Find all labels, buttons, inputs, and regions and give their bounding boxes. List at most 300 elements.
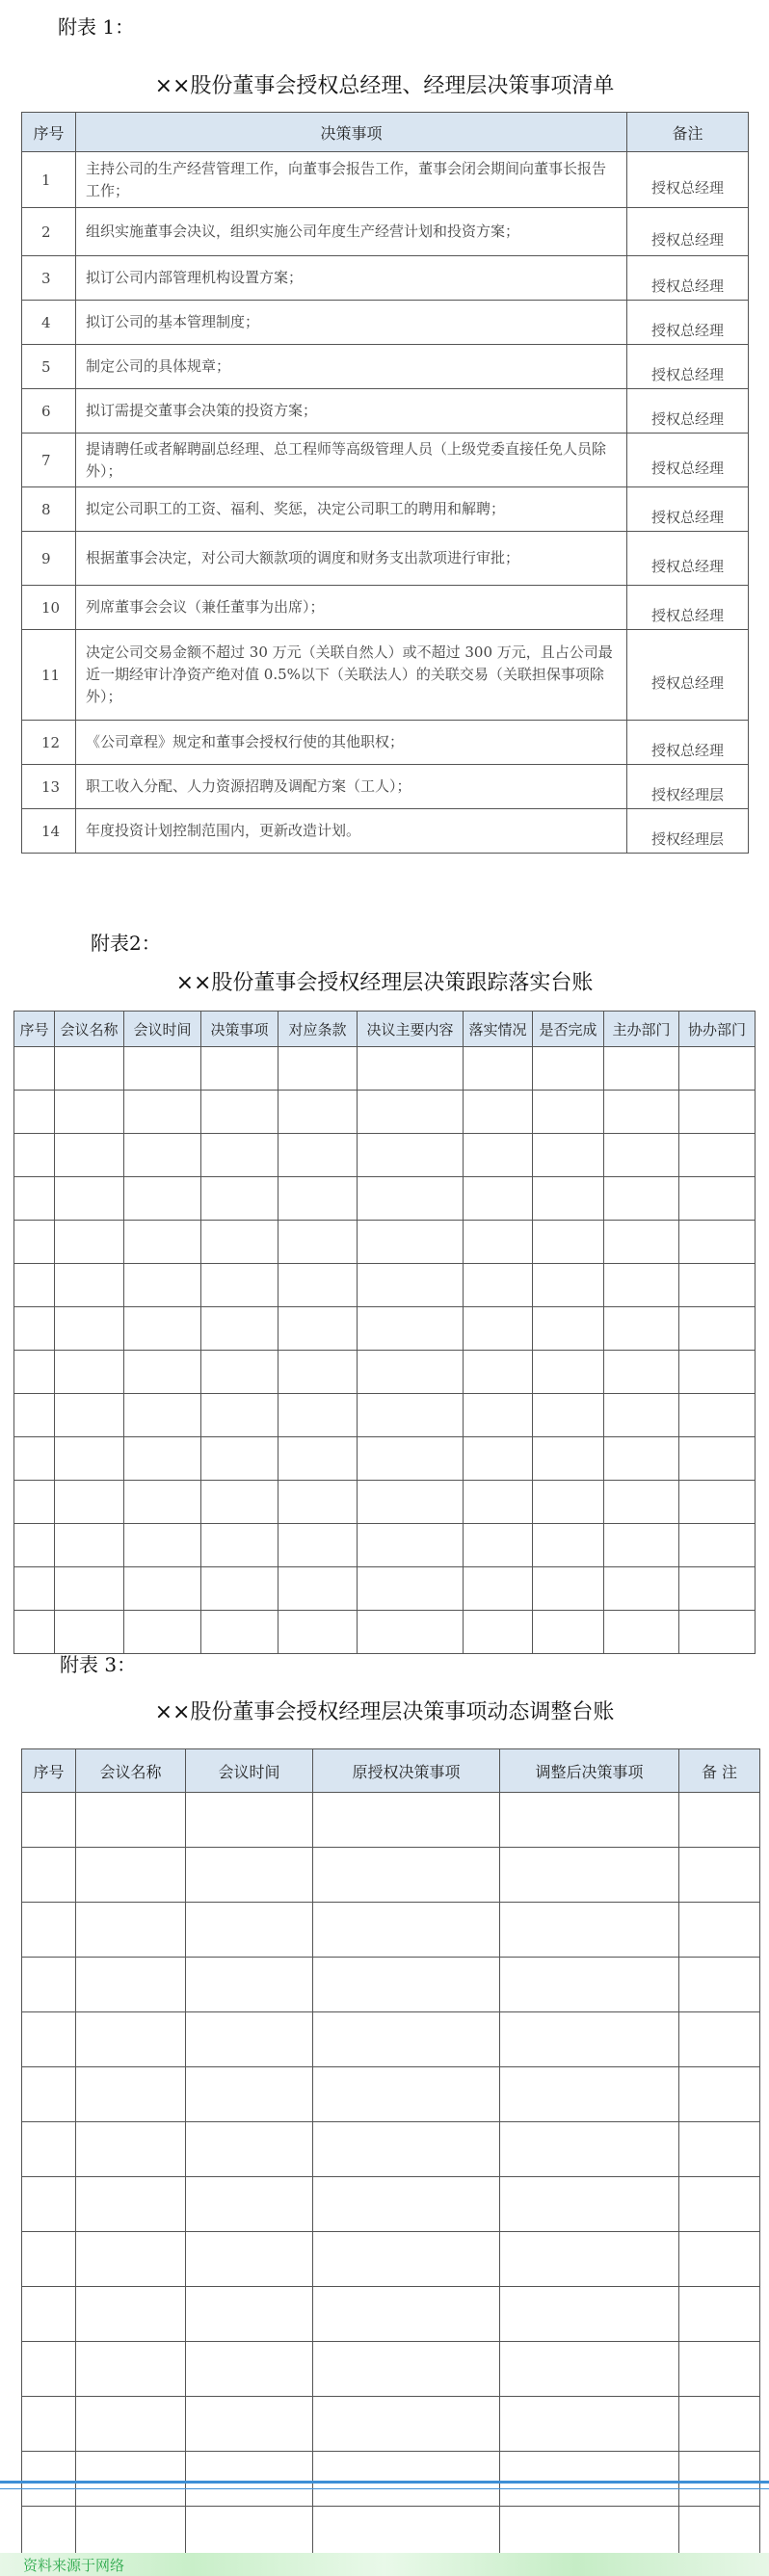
row-number: 13 — [22, 765, 76, 809]
empty-cell — [464, 1611, 533, 1654]
adjustment-ledger-table — [21, 1748, 760, 2562]
column-header: 会议时间 — [124, 1012, 201, 1047]
row-number: 10 — [22, 586, 76, 630]
empty-cell — [186, 2397, 313, 2452]
empty-cell — [679, 1567, 756, 1611]
empty-cell — [22, 1903, 76, 1958]
empty-cell — [313, 2232, 500, 2287]
table-header-row — [14, 1012, 756, 1047]
empty-cell — [201, 1047, 278, 1091]
empty-cell — [679, 1903, 760, 1958]
table-row — [22, 532, 749, 586]
empty-cell — [500, 2287, 679, 2342]
empty-cell — [201, 1524, 278, 1567]
row-number: 1 — [22, 152, 76, 208]
table-row — [14, 1394, 756, 1437]
empty-cell — [14, 1567, 55, 1611]
table-header-row — [22, 1749, 760, 1793]
empty-cell — [55, 1307, 124, 1351]
empty-cell — [186, 1903, 313, 1958]
decision-item: 组织实施董事会决议，组织实施公司年度生产经营计划和投资方案； — [76, 208, 627, 256]
row-note: 授权总经理 — [627, 345, 749, 389]
empty-cell — [358, 1567, 464, 1611]
empty-cell — [55, 1177, 124, 1221]
table-row — [22, 2452, 760, 2507]
empty-cell — [22, 2397, 76, 2452]
table-row — [22, 1958, 760, 2012]
appendix-1-label: 附表 1： — [58, 15, 135, 39]
row-number: 9 — [22, 532, 76, 586]
empty-cell — [186, 2452, 313, 2507]
empty-cell — [358, 1307, 464, 1351]
decision-item: 根据董事会决定，对公司大额款项的调度和财务支出款项进行审批； — [76, 532, 627, 586]
row-number: 2 — [22, 208, 76, 256]
table-row — [22, 2122, 760, 2177]
decision-items-table — [21, 112, 749, 854]
table-row — [22, 765, 749, 809]
empty-cell — [55, 1611, 124, 1654]
decision-item: 拟订需提交董事会决策的投资方案； — [76, 389, 627, 434]
row-note: 授权总经理 — [627, 630, 749, 721]
empty-cell — [76, 2342, 186, 2397]
decision-item: 拟订公司的基本管理制度； — [76, 301, 627, 345]
empty-cell — [186, 1848, 313, 1903]
empty-cell — [533, 1481, 604, 1524]
empty-cell — [201, 1611, 278, 1654]
empty-cell — [464, 1524, 533, 1567]
empty-cell — [533, 1351, 604, 1394]
empty-cell — [679, 1611, 756, 1654]
table-row — [14, 1264, 756, 1307]
empty-cell — [278, 1394, 358, 1437]
empty-cell — [22, 2177, 76, 2232]
empty-cell — [201, 1481, 278, 1524]
empty-cell — [604, 1047, 679, 1091]
empty-cell — [500, 1848, 679, 1903]
empty-cell — [679, 2012, 760, 2067]
empty-cell — [186, 2232, 313, 2287]
empty-cell — [464, 1221, 533, 1264]
row-note: 授权总经理 — [627, 301, 749, 345]
empty-cell — [201, 1264, 278, 1307]
empty-cell — [679, 2177, 760, 2232]
empty-cell — [533, 1047, 604, 1091]
empty-cell — [604, 1134, 679, 1177]
empty-cell — [22, 2452, 76, 2507]
empty-cell — [313, 1903, 500, 1958]
table-row — [14, 1524, 756, 1567]
empty-cell — [14, 1091, 55, 1134]
table-row — [22, 630, 749, 721]
empty-cell — [679, 2452, 760, 2507]
empty-cell — [604, 1437, 679, 1481]
empty-cell — [14, 1221, 55, 1264]
empty-cell — [679, 1524, 756, 1567]
empty-cell — [124, 1524, 201, 1567]
empty-cell — [604, 1611, 679, 1654]
empty-cell — [124, 1307, 201, 1351]
header-item: 决策事项 — [76, 113, 627, 152]
empty-cell — [604, 1091, 679, 1134]
appendix-1-title: ××股份董事会授权总经理、经理层决策事项清单 — [154, 74, 615, 98]
empty-cell — [55, 1394, 124, 1437]
table-row — [22, 2287, 760, 2342]
empty-cell — [201, 1307, 278, 1351]
empty-cell — [358, 1524, 464, 1567]
empty-cell — [464, 1177, 533, 1221]
empty-cell — [76, 2067, 186, 2122]
empty-cell — [313, 1848, 500, 1903]
empty-cell — [124, 1481, 201, 1524]
empty-cell — [76, 2122, 186, 2177]
row-note: 授权总经理 — [627, 256, 749, 301]
empty-cell — [278, 1611, 358, 1654]
empty-cell — [278, 1437, 358, 1481]
source-footer — [0, 2553, 769, 2576]
empty-cell — [533, 1177, 604, 1221]
empty-cell — [500, 2342, 679, 2397]
table-row — [22, 2342, 760, 2397]
empty-cell — [14, 1134, 55, 1177]
empty-cell — [500, 2452, 679, 2507]
row-note: 授权总经理 — [627, 208, 749, 256]
decision-item: 列席董事会会议（兼任董事为出席）； — [76, 586, 627, 630]
empty-cell — [124, 1264, 201, 1307]
empty-cell — [278, 1264, 358, 1307]
row-number: 4 — [22, 301, 76, 345]
empty-cell — [313, 2397, 500, 2452]
table-row — [22, 2397, 760, 2452]
empty-cell — [313, 2177, 500, 2232]
empty-cell — [500, 2397, 679, 2452]
table-row — [22, 208, 749, 256]
empty-cell — [358, 1264, 464, 1307]
empty-cell — [464, 1091, 533, 1134]
decision-item: 制定公司的具体规章； — [76, 345, 627, 389]
empty-cell — [22, 2287, 76, 2342]
empty-cell — [679, 1958, 760, 2012]
empty-cell — [533, 1524, 604, 1567]
empty-cell — [313, 2452, 500, 2507]
row-number: 7 — [22, 434, 76, 487]
row-number: 12 — [22, 721, 76, 765]
row-note: 授权总经理 — [627, 389, 749, 434]
empty-cell — [533, 1307, 604, 1351]
empty-cell — [679, 2342, 760, 2397]
empty-cell — [76, 2177, 186, 2232]
table-row — [22, 434, 749, 487]
empty-cell — [464, 1307, 533, 1351]
empty-cell — [278, 1177, 358, 1221]
empty-cell — [679, 1793, 760, 1848]
table-row — [14, 1221, 756, 1264]
empty-cell — [358, 1177, 464, 1221]
decision-item: 主持公司的生产经营管理工作，向董事会报告工作，董事会闭会期间向董事长报告工作； — [76, 152, 627, 208]
row-note: 授权总经理 — [627, 721, 749, 765]
empty-cell — [500, 1958, 679, 2012]
empty-cell — [55, 1047, 124, 1091]
empty-cell — [679, 1848, 760, 1903]
empty-cell — [604, 1481, 679, 1524]
empty-cell — [14, 1437, 55, 1481]
row-note: 授权总经理 — [627, 152, 749, 208]
empty-cell — [55, 1524, 124, 1567]
table-row — [14, 1177, 756, 1221]
empty-cell — [679, 1177, 756, 1221]
empty-cell — [55, 1221, 124, 1264]
row-note: 授权总经理 — [627, 434, 749, 487]
empty-cell — [186, 1793, 313, 1848]
column-header: 原授权决策事项 — [313, 1749, 500, 1793]
header-no: 序号 — [22, 113, 76, 152]
empty-cell — [313, 2342, 500, 2397]
empty-cell — [358, 1221, 464, 1264]
empty-cell — [464, 1437, 533, 1481]
empty-cell — [358, 1091, 464, 1134]
empty-cell — [464, 1134, 533, 1177]
empty-cell — [124, 1134, 201, 1177]
column-header: 落实情况 — [464, 1012, 533, 1047]
footer-rule-thick — [0, 2481, 769, 2484]
empty-cell — [201, 1134, 278, 1177]
empty-cell — [313, 2122, 500, 2177]
empty-cell — [500, 1793, 679, 1848]
row-note: 授权经理层 — [627, 809, 749, 854]
column-header: 调整后决策事项 — [500, 1749, 679, 1793]
row-note: 授权总经理 — [627, 586, 749, 630]
empty-cell — [604, 1264, 679, 1307]
empty-cell — [679, 2287, 760, 2342]
empty-cell — [679, 1307, 756, 1351]
table-row — [14, 1047, 756, 1091]
empty-cell — [55, 1264, 124, 1307]
empty-cell — [22, 1848, 76, 1903]
table-row — [22, 809, 749, 854]
appendix-3-title: ××股份董事会授权经理层决策事项动态调整台账 — [154, 1700, 615, 1724]
empty-cell — [313, 1793, 500, 1848]
empty-cell — [55, 1437, 124, 1481]
empty-cell — [278, 1351, 358, 1394]
empty-cell — [124, 1351, 201, 1394]
table-row — [14, 1481, 756, 1524]
empty-cell — [533, 1394, 604, 1437]
empty-cell — [22, 2232, 76, 2287]
table-row — [22, 1903, 760, 1958]
decision-item: 拟订公司内部管理机构设置方案； — [76, 256, 627, 301]
column-header: 会议名称 — [76, 1749, 186, 1793]
empty-cell — [124, 1611, 201, 1654]
empty-cell — [500, 2177, 679, 2232]
empty-cell — [500, 2232, 679, 2287]
column-header: 序号 — [22, 1749, 76, 1793]
empty-cell — [464, 1264, 533, 1307]
empty-cell — [201, 1351, 278, 1394]
column-header: 会议时间 — [186, 1749, 313, 1793]
row-number: 11 — [22, 630, 76, 721]
empty-cell — [76, 2397, 186, 2452]
empty-cell — [679, 1221, 756, 1264]
table-row — [22, 301, 749, 345]
empty-cell — [464, 1351, 533, 1394]
empty-cell — [201, 1567, 278, 1611]
table-row — [14, 1091, 756, 1134]
empty-cell — [358, 1611, 464, 1654]
empty-cell — [22, 2012, 76, 2067]
appendix-3-label: 附表 3： — [60, 1653, 137, 1676]
column-header: 协办部门 — [679, 1012, 756, 1047]
empty-cell — [358, 1047, 464, 1091]
table-row — [22, 2067, 760, 2122]
empty-cell — [22, 2122, 76, 2177]
empty-cell — [358, 1134, 464, 1177]
empty-cell — [55, 1134, 124, 1177]
empty-cell — [278, 1481, 358, 1524]
empty-cell — [186, 2287, 313, 2342]
empty-cell — [313, 1958, 500, 2012]
empty-cell — [679, 2122, 760, 2177]
empty-cell — [500, 2012, 679, 2067]
empty-cell — [278, 1134, 358, 1177]
empty-cell — [201, 1221, 278, 1264]
table-row — [22, 152, 749, 208]
table-row — [22, 2012, 760, 2067]
empty-cell — [55, 1351, 124, 1394]
empty-cell — [14, 1264, 55, 1307]
table-header-row — [22, 113, 749, 152]
empty-cell — [201, 1177, 278, 1221]
empty-cell — [533, 1221, 604, 1264]
row-note: 授权经理层 — [627, 765, 749, 809]
column-header: 主办部门 — [604, 1012, 679, 1047]
empty-cell — [679, 1437, 756, 1481]
empty-cell — [604, 1307, 679, 1351]
table-row — [22, 586, 749, 630]
empty-cell — [278, 1524, 358, 1567]
empty-cell — [533, 1611, 604, 1654]
empty-cell — [278, 1047, 358, 1091]
empty-cell — [76, 2452, 186, 2507]
decision-item: 年度投资计划控制范围内，更新改造计划。 — [76, 809, 627, 854]
empty-cell — [186, 2067, 313, 2122]
row-number: 14 — [22, 809, 76, 854]
empty-cell — [679, 1047, 756, 1091]
decision-item: 提请聘任或者解聘副总经理、总工程师等高级管理人员（上级党委直接任免人员除外）； — [76, 434, 627, 487]
row-number: 3 — [22, 256, 76, 301]
row-number: 8 — [22, 487, 76, 532]
table-row — [14, 1437, 756, 1481]
empty-cell — [22, 1793, 76, 1848]
appendix-2-label: 附表2： — [91, 932, 161, 955]
source-text: 资料来源于网络 — [23, 2557, 125, 2574]
empty-cell — [533, 1264, 604, 1307]
column-header: 对应条款 — [278, 1012, 358, 1047]
empty-cell — [55, 1481, 124, 1524]
table-row — [14, 1351, 756, 1394]
empty-cell — [14, 1351, 55, 1394]
column-header: 会议名称 — [55, 1012, 124, 1047]
empty-cell — [604, 1221, 679, 1264]
empty-cell — [278, 1091, 358, 1134]
decision-item: 《公司章程》规定和董事会授权行使的其他职权； — [76, 721, 627, 765]
empty-cell — [55, 1567, 124, 1611]
empty-cell — [604, 1567, 679, 1611]
empty-cell — [679, 2397, 760, 2452]
empty-cell — [604, 1351, 679, 1394]
empty-cell — [604, 1177, 679, 1221]
empty-cell — [186, 1958, 313, 2012]
empty-cell — [14, 1047, 55, 1091]
decision-item: 拟定公司职工的工资、福利、奖惩，决定公司职工的聘用和解聘； — [76, 487, 627, 532]
empty-cell — [313, 2287, 500, 2342]
empty-cell — [464, 1394, 533, 1437]
empty-cell — [76, 1793, 186, 1848]
empty-cell — [533, 1567, 604, 1611]
empty-cell — [124, 1394, 201, 1437]
empty-cell — [22, 2067, 76, 2122]
empty-cell — [14, 1611, 55, 1654]
empty-cell — [14, 1307, 55, 1351]
table-row — [22, 1848, 760, 1903]
empty-cell — [313, 2012, 500, 2067]
header-note: 备注 — [627, 113, 749, 152]
empty-cell — [186, 2177, 313, 2232]
table-row — [14, 1307, 756, 1351]
empty-cell — [201, 1091, 278, 1134]
table-row — [22, 256, 749, 301]
table-row — [22, 2177, 760, 2232]
table-row — [22, 2232, 760, 2287]
empty-cell — [76, 2012, 186, 2067]
empty-cell — [278, 1221, 358, 1264]
appendix-2-title: ××股份董事会授权经理层决策跟踪落实台账 — [175, 971, 594, 995]
empty-cell — [679, 2232, 760, 2287]
empty-cell — [76, 1958, 186, 2012]
empty-cell — [679, 2067, 760, 2122]
table-row — [22, 721, 749, 765]
empty-cell — [76, 1903, 186, 1958]
footer-rule-thin — [0, 2488, 769, 2489]
empty-cell — [679, 1134, 756, 1177]
empty-cell — [124, 1437, 201, 1481]
empty-cell — [278, 1307, 358, 1351]
empty-cell — [358, 1394, 464, 1437]
empty-cell — [76, 1848, 186, 1903]
empty-cell — [186, 2342, 313, 2397]
empty-cell — [358, 1351, 464, 1394]
empty-cell — [201, 1394, 278, 1437]
row-note: 授权总经理 — [627, 532, 749, 586]
column-header: 决策事项 — [201, 1012, 278, 1047]
empty-cell — [124, 1221, 201, 1264]
empty-cell — [22, 1958, 76, 2012]
empty-cell — [500, 2122, 679, 2177]
empty-cell — [533, 1091, 604, 1134]
empty-cell — [679, 1481, 756, 1524]
empty-cell — [500, 1903, 679, 1958]
column-header: 决议主要内容 — [358, 1012, 464, 1047]
empty-cell — [679, 1264, 756, 1307]
empty-cell — [14, 1524, 55, 1567]
row-number: 6 — [22, 389, 76, 434]
table-row — [14, 1134, 756, 1177]
empty-cell — [679, 1091, 756, 1134]
table-row — [14, 1611, 756, 1654]
empty-cell — [464, 1567, 533, 1611]
empty-cell — [14, 1177, 55, 1221]
empty-cell — [313, 2067, 500, 2122]
empty-cell — [278, 1567, 358, 1611]
empty-cell — [201, 1437, 278, 1481]
